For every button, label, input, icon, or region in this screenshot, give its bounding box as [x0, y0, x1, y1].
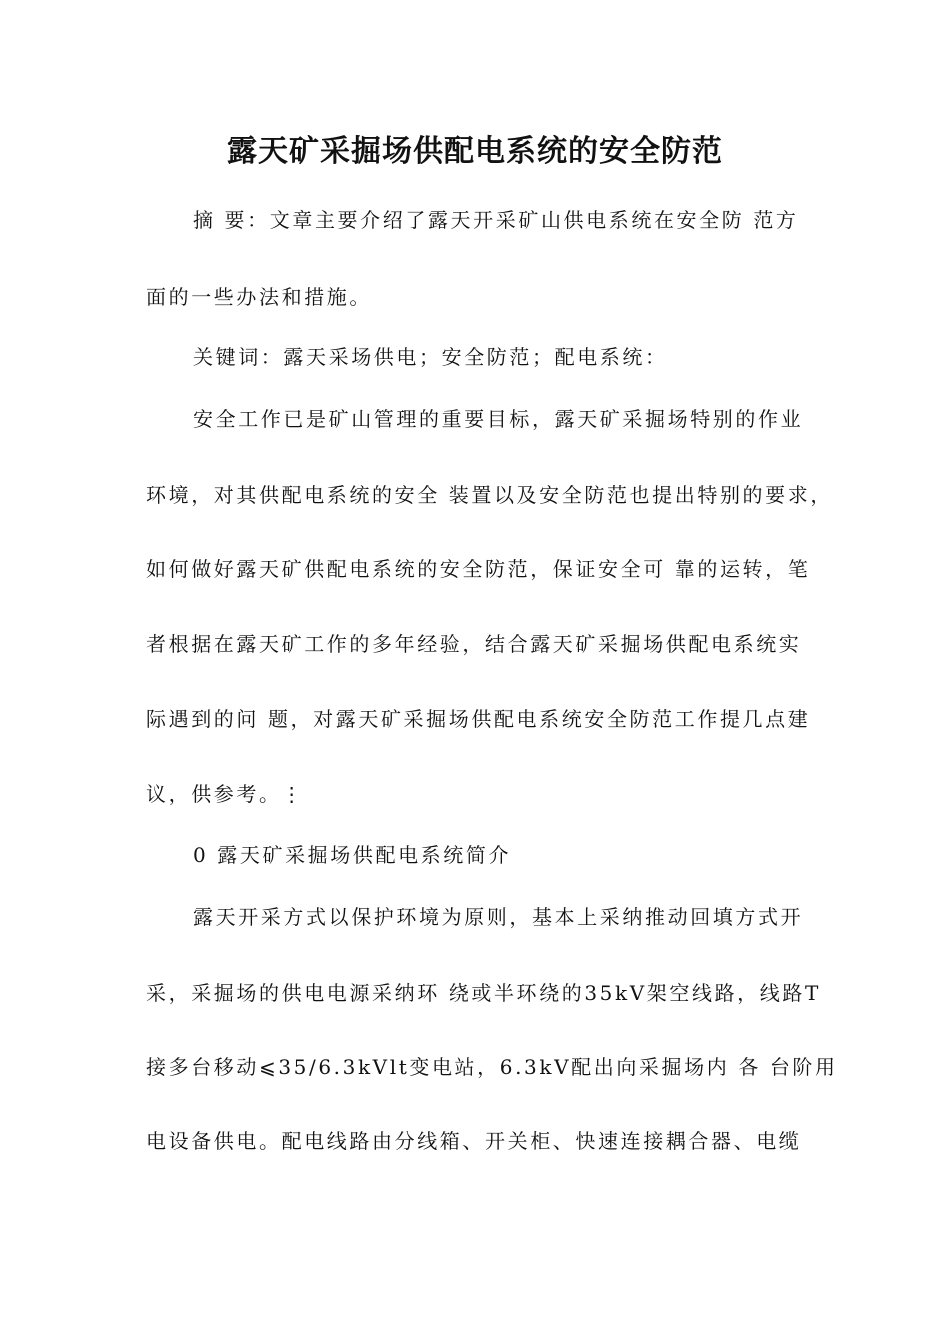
- body-line-4: 者根据在露天矿工作的多年经验，结合露天矿采掘场供配电系统实: [146, 632, 802, 656]
- body-line-6: 议，供参考。⋮: [146, 782, 305, 806]
- body-line-9: 接多台移动⩽35/6.3kVlt变电站，6.3kV配出向采掘场内 各 台阶用: [146, 1055, 838, 1079]
- body-line-7: 露天开采方式以保护环境为原则，基本上采纳推动回填方式开: [193, 905, 804, 929]
- abstract-line-2: 面的一些办法和措施。: [146, 285, 372, 309]
- body-line-10: 电设备供电。配电线路由分线箱、开关柜、快速连接耦合器、电缆: [146, 1129, 802, 1153]
- body-line-3: 如何做好露天矿供配电系统的安全防范，保证安全可 靠的运转，笔: [146, 557, 811, 581]
- body-line-1: 安全工作已是矿山管理的重要目标，露天矿采掘场特别的作业: [193, 407, 804, 431]
- abstract-line-1: 摘 要：文章主要介绍了露天开采矿山供电系统在安全防 范方: [193, 208, 799, 232]
- section-heading: 0 露天矿采掘场供配电系统简介: [193, 843, 512, 867]
- body-line-5: 际遇到的问 题，对露天矿采掘场供配电系统安全防范工作提几点建: [146, 707, 811, 731]
- body-line-2: 环境，对其供配电系统的安全 装置以及安全防范也提出特别的要求，: [146, 483, 833, 507]
- keywords-line: 关键词：露天采场供电；安全防范；配电系统：: [193, 345, 668, 369]
- body-line-8: 采，采掘场的供电电源采纳环 绕或半环绕的35kV架空线路，线路T: [146, 981, 821, 1005]
- document-title: 露天矿采掘场供配电系统的安全防范: [227, 134, 723, 169]
